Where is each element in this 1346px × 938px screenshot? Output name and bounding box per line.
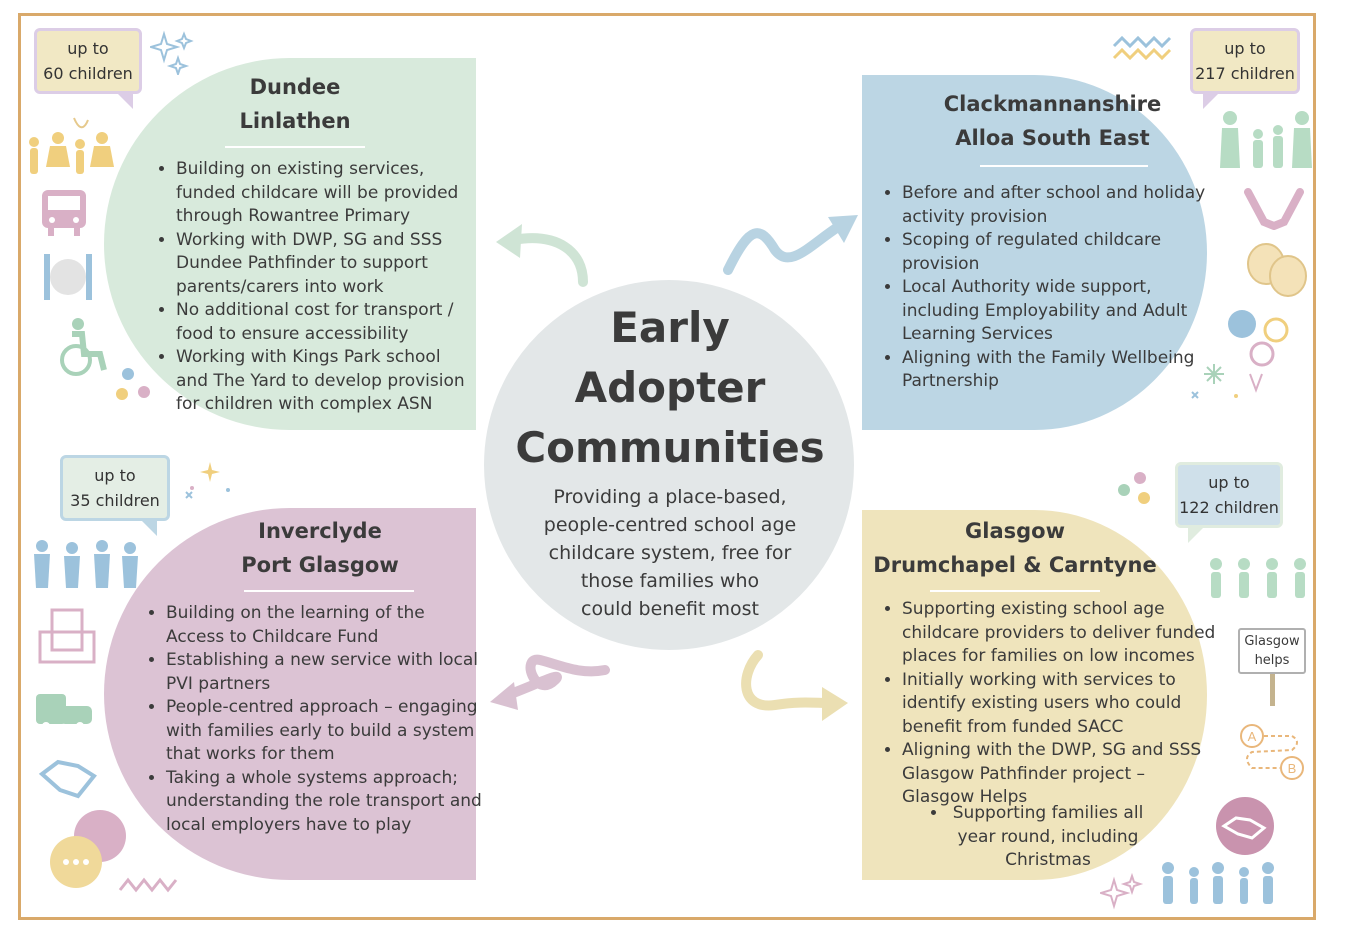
car-bus-icon bbox=[34, 688, 94, 732]
inverclyde-rule bbox=[244, 590, 414, 592]
dundee-rule bbox=[225, 146, 365, 148]
people-chain-icon bbox=[1206, 556, 1318, 600]
list-item: • Building on the learning of the Access to Childcare Fund bbox=[166, 602, 488, 649]
glasgow-points bbox=[884, 598, 1220, 810]
list-item: • No additional cost for transport / food to ensure accessibility bbox=[176, 299, 476, 346]
list-item: • Aligning with the DWP, SG and SSS Glasgow Pathfinder project – Glasgow Helps bbox=[902, 739, 1220, 810]
list-item: • Local Authority wide support, including Employability and Adult Learning Services bbox=[902, 276, 1212, 347]
clackmannanshire-count-bubble: up to 217 children bbox=[1190, 28, 1300, 94]
inverclyde-count-bubble: up to 35 children bbox=[60, 455, 170, 521]
arrow-icon bbox=[730, 645, 855, 730]
glasgow-helps-sign: Glasgow helps bbox=[1238, 628, 1306, 674]
bus-icon bbox=[38, 186, 90, 238]
cutlery-icon bbox=[40, 250, 96, 304]
sign-post bbox=[1270, 674, 1275, 706]
arrow-icon bbox=[720, 205, 865, 280]
children-row-icon bbox=[1158, 856, 1292, 916]
flower-icon bbox=[1112, 468, 1157, 508]
list-item: • Working with Kings Park school and The Yard to develop provision for children with complex ASN bbox=[176, 346, 476, 417]
handshake-icon bbox=[38, 752, 98, 804]
wheelchair-icon bbox=[52, 316, 112, 378]
handshake-circle-icon bbox=[1212, 796, 1278, 856]
glasgow-title: Glasgow Drumchapel & Carntyne bbox=[873, 519, 1157, 577]
glasgow-count-bubble: up to 122 children bbox=[1175, 462, 1283, 528]
people-celebrating-icon bbox=[26, 528, 146, 593]
list-item: • Before and after school and holiday activity provision bbox=[902, 182, 1212, 229]
hands-heart-icon bbox=[1244, 182, 1304, 230]
inverclyde-title: Inverclyde Port Glasgow bbox=[241, 519, 399, 577]
dundee-count-bubble: up to 60 children bbox=[34, 28, 142, 94]
dundee-points bbox=[158, 158, 476, 417]
clackmannanshire-rule bbox=[980, 165, 1148, 167]
arrow-icon bbox=[488, 212, 598, 292]
flower-icon bbox=[112, 362, 157, 407]
arrow-icon bbox=[480, 640, 620, 720]
clackmannanshire-title: Clackmannanshire Alloa South East bbox=[943, 92, 1162, 150]
list-item: • People-centred approach – engaging with families early to build a system that works for them bbox=[166, 696, 488, 767]
list-item: • Scoping of regulated childcare provision bbox=[902, 229, 1212, 276]
building-icon bbox=[36, 606, 98, 668]
list-item: • Establishing a new service with local PVI partners bbox=[166, 649, 488, 696]
list-item: • Working with DWP, SG and SSS Dundee Pathfinder to support parents/carers into work bbox=[176, 229, 476, 300]
clackmannanshire-points bbox=[884, 182, 1212, 394]
wave-icon bbox=[118, 868, 182, 898]
sparkle-icon bbox=[150, 30, 195, 75]
theatre-masks-icon bbox=[1244, 240, 1310, 300]
center-title: Early Adopter Communities bbox=[515, 303, 825, 472]
list-item: • Aligning with the Family Wellbeing Partnership bbox=[902, 347, 1212, 394]
center-subtitle: Providing a place-based, people-centred school age childcare system, free for those families who could benefit most bbox=[543, 486, 797, 620]
sparkle-icon bbox=[182, 458, 237, 503]
family-icon bbox=[1218, 108, 1314, 170]
wave-icon bbox=[1112, 34, 1172, 62]
list-item: • Initially working with services to identify existing users who could benefit from funded SACC bbox=[902, 669, 1220, 740]
list-item: • Taking a whole systems approach; understanding the role transport and local employers have to play bbox=[166, 767, 488, 838]
a-to-b-icon bbox=[1238, 722, 1308, 784]
list-item: • Supporting families all year round, including Christmas bbox=[948, 802, 1148, 873]
sparkle-icon bbox=[1186, 358, 1284, 408]
glasgow-sub-points bbox=[930, 802, 1148, 873]
b-label: B bbox=[1287, 761, 1297, 776]
inverclyde-points bbox=[148, 602, 488, 837]
family-icon bbox=[24, 112, 114, 182]
sparkle-icon bbox=[1100, 872, 1145, 912]
list-item: • Building on existing services, funded childcare will be provided through Rowantree Primary bbox=[176, 158, 476, 229]
a-label: A bbox=[1247, 729, 1257, 744]
list-item: • Supporting existing school age childcare providers to deliver funded places for families on low incomes bbox=[902, 598, 1220, 669]
glasgow-rule bbox=[930, 590, 1100, 592]
dundee-title: Dundee Linlathen bbox=[239, 75, 351, 133]
